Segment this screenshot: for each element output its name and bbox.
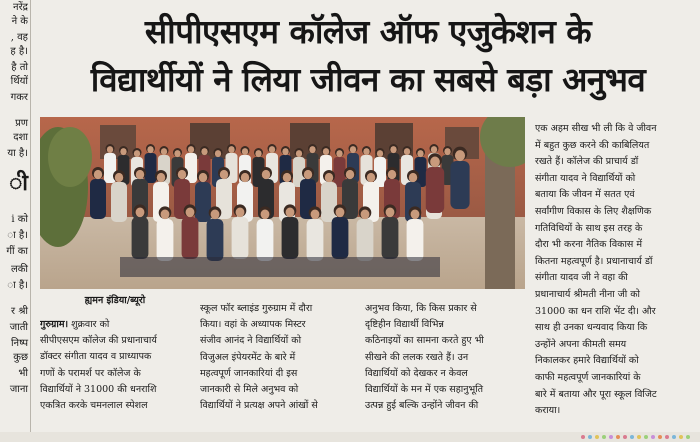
article-line: दृष्टिहीन विद्यार्थी विभिन्न xyxy=(365,319,444,331)
article-line: विद्यार्थियों के मन में एक सहानुभूति xyxy=(365,384,484,396)
article-line: कितना महत्वपूर्ण है। प्रधानाचार्य डॉ xyxy=(535,255,653,267)
left-fragment-text: ह है। xyxy=(10,46,28,57)
article-line: गतिविधियों के साथ इस तरह के xyxy=(535,222,643,234)
article-column-1 xyxy=(40,317,190,414)
left-fragment-text: कुछ xyxy=(13,352,28,363)
article-line: एकत्रित करके चमनलाल स्पेशल xyxy=(40,400,148,412)
article-line: में बहुत कुछ करने की काबिलियत xyxy=(535,139,650,151)
decorative-dots xyxy=(580,434,690,440)
group-photo xyxy=(40,117,525,289)
left-fragment-text: नरेंद्र xyxy=(13,2,28,13)
left-fragment-text: लकी xyxy=(10,264,28,275)
person-figure xyxy=(207,206,224,261)
article-line: डॉक्टर संगीता यादव व प्राध्यापक xyxy=(40,351,152,363)
left-fragment-text: र्थियों xyxy=(10,76,28,87)
column-divider xyxy=(30,0,31,442)
article-line: रखते हैं। कॉलेज की प्राचार्य डॉ xyxy=(535,156,639,168)
person-figure xyxy=(157,206,174,261)
left-fragment-text: है तो xyxy=(11,62,28,73)
left-fragment-text: निष्प xyxy=(10,338,28,349)
left-fragment-text: ी xyxy=(9,171,28,196)
article-line: अनुभव किया, कि किस प्रकार से xyxy=(365,303,477,314)
person-figure xyxy=(145,144,157,183)
left-fragment-text: जाती xyxy=(9,322,28,333)
article-line: विद्यार्थियों ने 31000 की धनराशि xyxy=(40,383,157,395)
left-fragment-text: ने के xyxy=(11,16,28,27)
person-figure xyxy=(185,144,197,183)
person-figure xyxy=(132,204,149,259)
person-figure xyxy=(407,206,424,261)
person-figure xyxy=(426,153,444,213)
left-column-fragment xyxy=(0,0,30,442)
article-line: महत्वपूर्ण जानकारियां दी इस xyxy=(200,367,298,379)
left-fragment-text: जाना xyxy=(9,384,28,395)
left-fragment-text: गीं का xyxy=(6,246,28,257)
article-line: उन्होंने अपना कीमती समय xyxy=(535,338,627,350)
article-line: एक अहम सीख भी ली कि वे जीवन xyxy=(535,123,657,134)
article-line: उत्पन्न हुई बल्कि उन्होंने जीवन की xyxy=(365,400,479,412)
article-line: विद्यार्थियों ने प्रत्यक्ष अपने आंखों से xyxy=(200,400,318,412)
article-line: प्रधानाचार्य श्रीमती नीना जी को xyxy=(535,288,640,300)
left-fragment-text: i को xyxy=(11,214,28,225)
left-fragment-text: ा है। xyxy=(7,280,28,291)
article-line: संगीता यादव ने विद्यार्थियों को xyxy=(535,172,636,184)
article-line: 31000 का धन राशि भेंट दी। और xyxy=(535,305,656,317)
left-fragment-text: या है। xyxy=(7,148,28,159)
person-figure xyxy=(415,148,427,187)
article-column-2 xyxy=(200,301,355,414)
person-figure xyxy=(195,170,211,222)
headline-line-2: विद्यार्थीयों ने लिया जीवन का सबसे बड़ा अनुभव xyxy=(90,60,646,99)
person-figure xyxy=(111,170,127,222)
article-line: साथ ही उनका धन्यवाद किया कि xyxy=(535,322,648,334)
article-line: संजीव आनंद ने विद्यार्थियों को xyxy=(200,335,302,347)
article-column-4 xyxy=(535,121,695,420)
person-figure xyxy=(232,204,249,259)
left-fragment-text: दशा xyxy=(13,132,28,143)
article-line: काफी महत्वपूर्ण जानकारियां के xyxy=(535,371,641,383)
byline: ह्यमन इंडिया/ब्यूरो xyxy=(84,295,146,306)
article-line: विद्यार्थियों को देखकर न केवल xyxy=(365,367,468,379)
article-line: संगीता यादव जी ने वहा की xyxy=(535,272,628,284)
person-figure xyxy=(90,167,106,219)
person-figure xyxy=(332,204,349,259)
left-fragment-text: भी xyxy=(18,368,28,379)
article-line: स्कूल फॉर ब्लाइंड गुरुग्राम में दौरा xyxy=(200,303,313,314)
article-line: गणों के परामर्श पर कॉलेज के xyxy=(40,367,141,379)
left-fragment-text: र श्री xyxy=(11,306,28,317)
left-fragment-text: गकर xyxy=(10,92,28,103)
article-line: दौरा भी करना नैतिक विकास में xyxy=(535,239,643,251)
article-line: किया। वहां के अध्यापक मिस्टर xyxy=(200,319,306,331)
article-line: सर्वांगीण विकास के लिए शैक्षणिक xyxy=(535,205,652,217)
left-fragment-text: ा है। xyxy=(7,230,28,241)
headline-line-1: सीपीएसएम कॉलेज ऑफ एजुकेशन के xyxy=(144,12,592,51)
person-figure xyxy=(321,170,337,222)
person-figure xyxy=(282,204,299,259)
article-line: बारे में बताया और पूरा स्कूल विजिट xyxy=(535,388,657,400)
person-figure xyxy=(357,206,374,261)
article-line: जानकारी से मिले अनुभव को xyxy=(200,384,299,396)
person-figure xyxy=(182,204,199,259)
dateline: गुरुग्राम। xyxy=(40,319,69,330)
article-column-3 xyxy=(365,301,525,414)
article-line: कठिनाइयों का सामना करते हुए भी xyxy=(365,335,484,347)
person-figure xyxy=(257,206,274,261)
left-fragment-text: प्रण xyxy=(15,118,28,129)
article-line: विजुअल इंपेयरमेंट के बारे में xyxy=(200,351,296,363)
article-line: बताया कि जीवन में सतत एवं xyxy=(535,189,635,201)
person-figure xyxy=(450,147,469,209)
article-line: कराया। xyxy=(535,405,561,417)
article-line: निकालकर हमारे विद्यार्थियों को xyxy=(535,355,639,367)
article-line: शुक्रवार को xyxy=(71,319,110,330)
left-fragment-text: , वह xyxy=(10,32,28,43)
article-line: सीखने की ललक रखते हैं। उन xyxy=(365,351,469,363)
person-figure xyxy=(307,206,324,261)
person-figure xyxy=(382,204,399,259)
person-figure xyxy=(374,148,386,187)
article-line: सीपीएसएम कॉलेज की प्रधानाचार्य xyxy=(40,335,157,347)
group-photo-icon xyxy=(40,117,525,289)
